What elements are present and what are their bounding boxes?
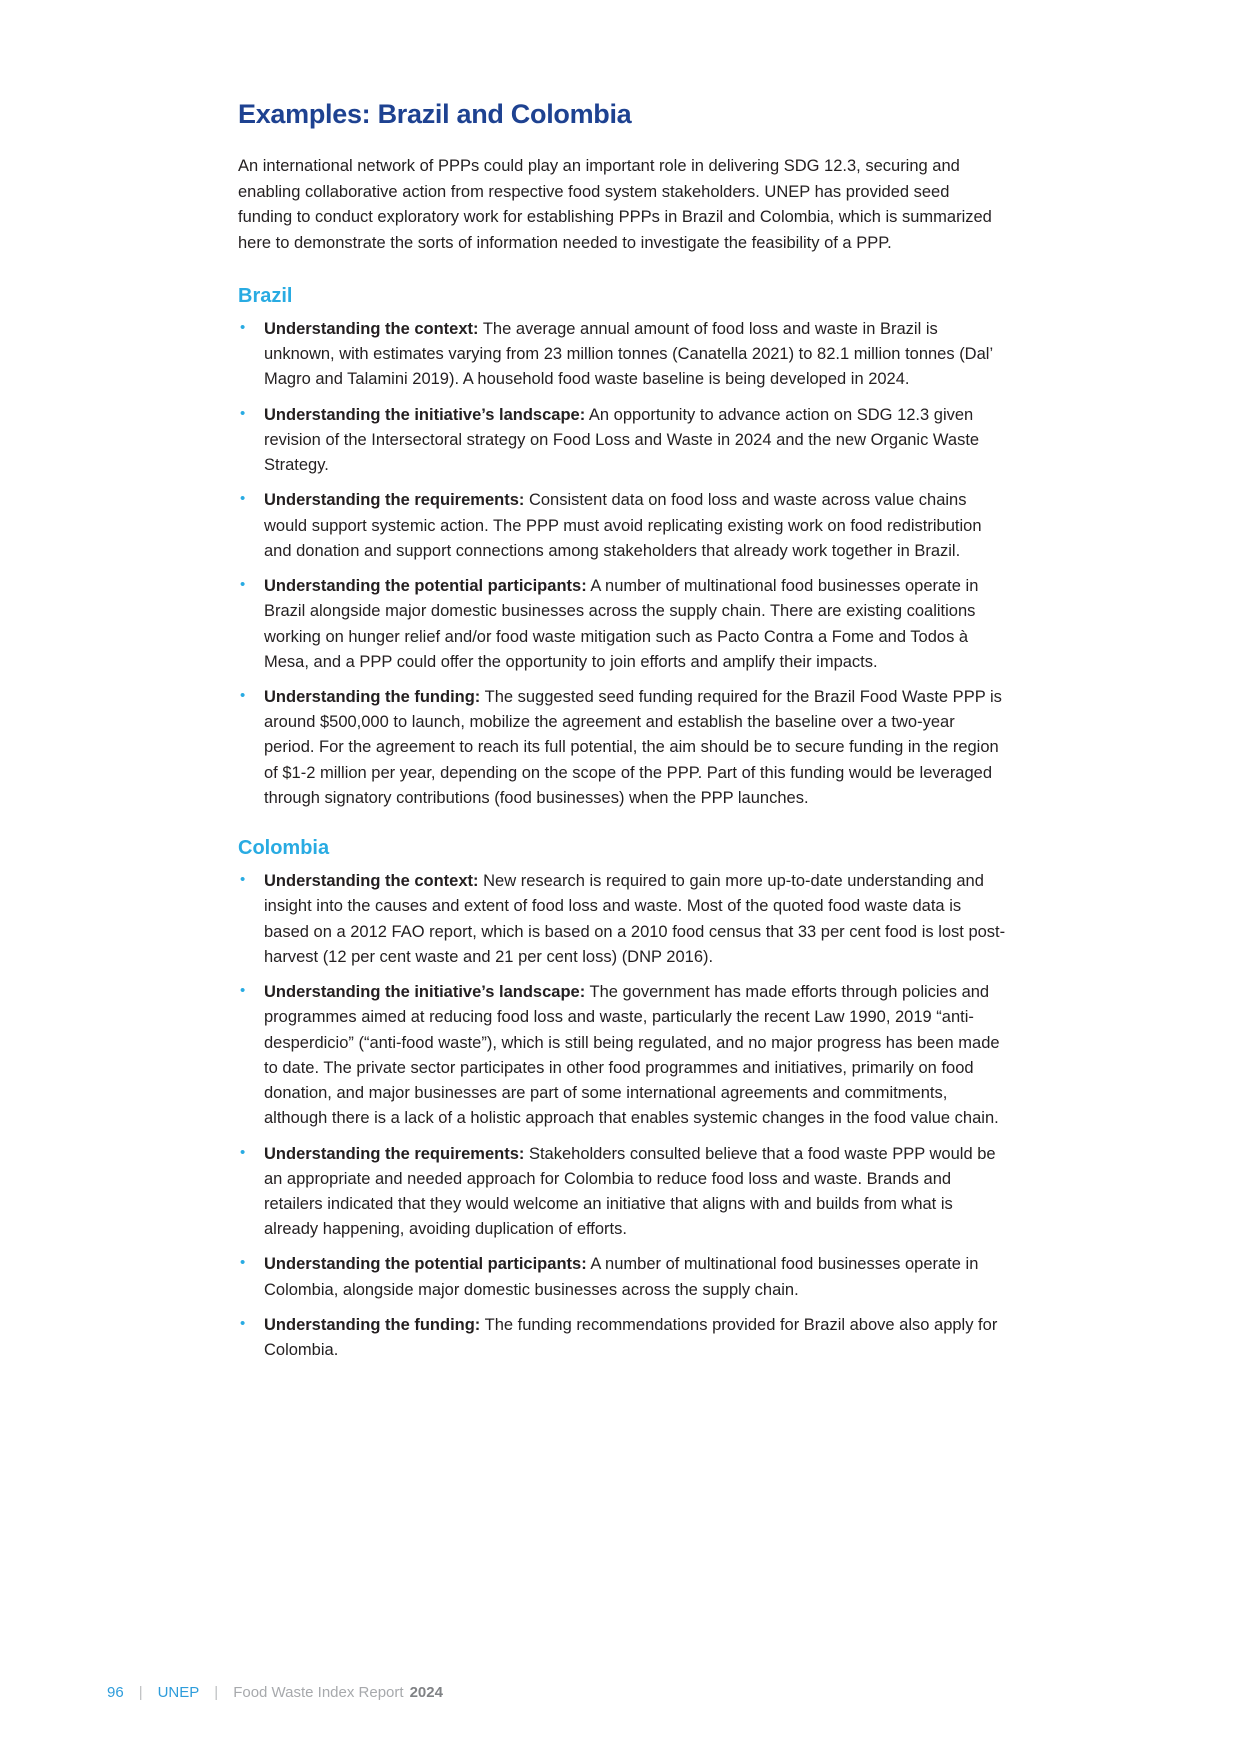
list-item [238, 574, 1008, 675]
list-item [238, 980, 1008, 1131]
bullet-icon [240, 1142, 245, 1165]
bullet-icon [240, 1252, 245, 1275]
footer-report-name: Food Waste Index Report [233, 1684, 404, 1701]
page-number: 96 [107, 1684, 124, 1701]
intro-paragraph: An international network of PPPs could play an important role in delivering SDG 12.3, securing and enabling collaborative action from respective food system stakeholders. UNEP has provided seed funding to conduct exploratory work for establishing PPPs in Brazil and Colombia, which is summarized here to demonstrate the sorts of information needed to investigate the feasibility of a PPP. [238, 157, 992, 253]
page-title: Examples: Brazil and Colombia [238, 99, 632, 129]
bullet-icon [240, 869, 245, 892]
footer-org: UNEP [157, 1684, 200, 1701]
bullet-text: A number of multinational food businesses operate in Colombia, alongside major domestic businesses across the supply chain. [264, 1255, 979, 1299]
list-item [238, 488, 1008, 564]
section-heading-colombia: Colombia [238, 837, 330, 860]
bullet-lead: Understanding the potential participants: [264, 577, 587, 596]
bullet-icon [240, 403, 245, 426]
list-item [238, 1313, 1008, 1363]
bullet-lead: Understanding the initiative’s landscape: [264, 405, 586, 424]
section-heading-brazil: Brazil [238, 284, 293, 307]
bullet-lead: Understanding the requirements: [264, 1144, 525, 1163]
bullet-lead: Understanding the funding: [264, 687, 481, 706]
list-item [238, 685, 1008, 811]
page-content [238, 99, 1008, 1373]
bullet-text: A number of multinational food businesses operate in Brazil alongside major domestic businesses across the supply chain. There are existing coalitions working on hunger relief and/or food waste mitigation such as Pacto Contra a Fome and Todos à Mesa, and a PPP could offer the opportunity to join efforts and amplify their impacts. [264, 577, 979, 671]
bullet-icon [240, 1313, 245, 1336]
colombia-bullet-list [238, 869, 1008, 1363]
bullet-lead: Understanding the context: [264, 319, 479, 338]
bullet-text: The suggested seed funding required for the Brazil Food Waste PPP is around $500,000 to launch, mobilize the agreement and establish the baseline over a two-year period. For the agreement to reach its full potential, the aim should be to secure funding in the region of $1-2 million per year, depending on the scope of the PPP. Part of this funding would be leveraged through signatory contributions (food businesses) when the PPP launches. [264, 687, 1002, 807]
footer-separator: | [138, 1684, 143, 1701]
list-item [238, 1142, 1008, 1243]
bullet-icon [240, 574, 245, 597]
brazil-bullet-list [238, 317, 1008, 811]
bullet-icon [240, 980, 245, 1003]
bullet-icon [240, 317, 245, 340]
bullet-lead: Understanding the initiative’s landscape: [264, 983, 586, 1002]
bullet-lead: Understanding the potential participants: [264, 1255, 587, 1274]
list-item [238, 1252, 1008, 1302]
bullet-text: Stakeholders consulted believe that a food waste PPP would be an appropriate and needed approach for Colombia to reduce food loss and waste. Brands and retailers indicated that they would welcome an initiative that aligns with and builds from what is already happening, avoiding duplication of efforts. [264, 1144, 996, 1239]
bullet-icon [240, 488, 245, 511]
footer-report-year: 2024 [409, 1684, 443, 1701]
list-item [238, 317, 1008, 393]
bullet-icon [240, 685, 245, 708]
bullet-lead: Understanding the requirements: [264, 491, 525, 510]
bullet-text: The government has made efforts through policies and programmes aimed at reducing food loss and waste, particularly the recent Law 1990, 2019 “anti-desperdicio” (“anti-food waste”), which is still being regulated, and no major progress has been made to date. The private sector participates in other food programmes and initiatives, primarily on food donation, and major businesses are part of some international agreements and commitments, although there is a lack of a holistic approach that enables systemic changes in the food value chain. [264, 983, 1000, 1128]
bullet-text: New research is required to gain more up-to-date understanding and insight into the causes and extent of food loss and waste. Most of the quoted food waste data is based on a 2012 FAO report, which is based on a 2010 food census that 33 per cent food is lost post-harvest (12 per cent waste and 21 per cent loss) (DNP 2016). [264, 872, 1006, 966]
bullet-text: An opportunity to advance action on SDG 12.3 given revision of the Intersectoral strategy on Food Loss and Waste in 2024 and the new Organic Waste Strategy. [264, 405, 980, 475]
bullet-text: The average annual amount of food loss and waste in Brazil is unknown, with estimates varying from 23 million tonnes (Canatella 2021) to 82.1 million tonnes (Dal’ Magro and Talamini 2019). A household food waste baseline is being developed in 2024. [264, 319, 993, 389]
bullet-text: Consistent data on food loss and waste across value chains would support systemic action. The PPP must avoid replicating existing work on food redistribution and donation and support connections among stakeholders that already work together in Brazil. [264, 491, 982, 560]
bullet-lead: Understanding the context: [264, 872, 479, 891]
footer-separator: | [214, 1684, 219, 1701]
list-item [238, 403, 1008, 479]
page-footer [107, 1684, 443, 1701]
list-item [238, 869, 1008, 970]
bullet-text: The funding recommendations provided for Brazil above also apply for Colombia. [264, 1315, 998, 1360]
bullet-lead: Understanding the funding: [264, 1315, 481, 1334]
